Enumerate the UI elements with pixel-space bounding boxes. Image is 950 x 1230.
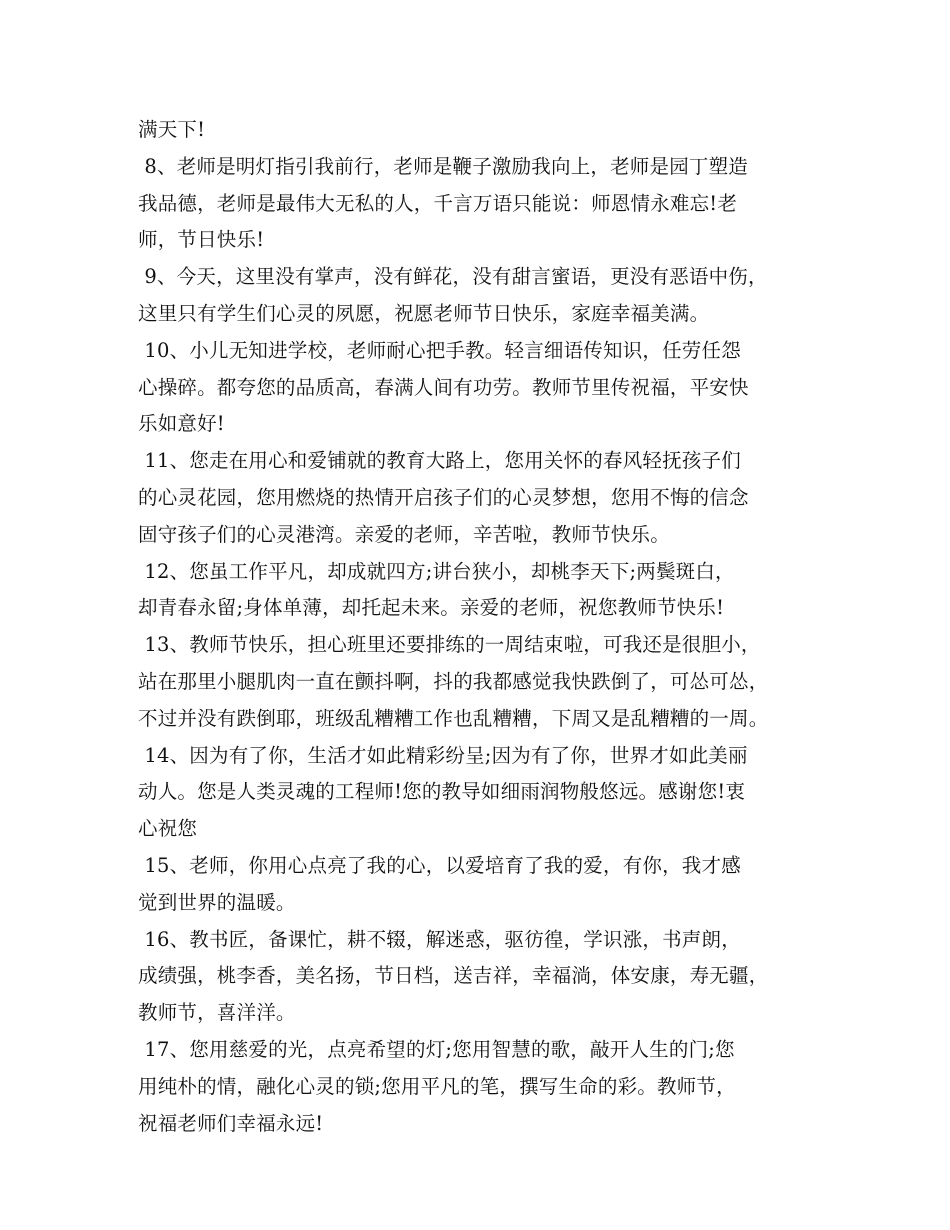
document-body: [138, 112, 838, 1142]
text-line: 9、今天，这里没有掌声，没有鲜花，没有甜言蜜语，更没有恶语中伤，: [138, 265, 768, 289]
text-line: 12、您虽工作平凡，却成就四方;讲台狭小，却桃李天下;两鬓斑白，: [138, 559, 735, 583]
text-line: 觉到世界的温暖。: [138, 890, 296, 914]
text-line: 教师节，喜洋洋。: [138, 1001, 296, 1025]
text-line: 站在那里小腿肌肉一直在颤抖啊，抖的我都感觉我快跌倒了，可怂可怂，: [138, 669, 769, 693]
text-line: 15、老师，你用心点亮了我的心，以爱培育了我的爱，有你，我才感: [138, 853, 741, 877]
text-line: 8、老师是明灯指引我前行，老师是鞭子激励我向上，老师是园丁塑造: [138, 154, 749, 178]
text-line: 11、您走在用心和爱铺就的教育大路上，您用关怀的春风轻抚孩子们: [138, 449, 741, 473]
text-line: 祝福老师们幸福永远!: [138, 1111, 324, 1135]
text-line: 满天下!: [138, 118, 206, 141]
text-line: 师，节日快乐!: [138, 228, 265, 252]
text-line: 乐如意好!: [138, 412, 225, 436]
text-line: 我品德，老师是最伟大无私的人，千言万语只能说：师恩情永难忘!老: [138, 191, 738, 215]
text-line: 的心灵花园，您用燃烧的热情开启孩子们的心灵梦想，您用不悔的信念: [138, 485, 749, 509]
text-line: 13、教师节快乐，担心班里还要排练的一周结束啦，可我还是很胆小，: [138, 633, 761, 657]
text-line: 17、您用慈爱的光，点亮希望的灯;您用智慧的歌，敲开人生的门;您: [138, 1037, 735, 1061]
text-line: 却青春永留;身体单薄，却托起未来。亲爱的老师，祝您教师节快乐!: [138, 596, 725, 620]
text-line: 固守孩子们的心灵港湾。亲爱的老师，辛苦啦，教师节快乐。: [138, 522, 670, 546]
text-line: 成绩强，桃李香，美名扬，节日档，送吉祥，幸福淌，体安康，寿无疆，: [138, 964, 769, 988]
text-line: 心操碎。都夸您的品质高，春满人间有功劳。教师节里传祝福，平安快: [138, 375, 749, 399]
text-line: 动人。您是人类灵魂的工程师!您的教导如细雨润物般悠远。感谢您!衷: [138, 780, 746, 804]
text-line: 心祝您: [138, 817, 198, 841]
text-line: 不过并没有跌倒耶，班级乱糟糟工作也乱糟糟，下周又是乱糟糟的一周。: [138, 706, 769, 730]
text-line: 14、因为有了你，生活才如此精彩纷呈;因为有了你，世界才如此美丽: [138, 743, 748, 767]
text-line: 用纯朴的情，融化心灵的锁;您用平凡的笔，撰写生命的彩。教师节，: [138, 1074, 736, 1098]
text-line: 这里只有学生们心灵的夙愿，祝愿老师节日快乐，家庭幸福美满。: [138, 301, 710, 325]
text-line: 10、小儿无知进学校，老师耐心把手教。轻言细语传知识，任劳任怨: [138, 338, 741, 362]
text-line: 16、教书匠，备课忙，耕不辍，解迷惑，驱彷徨，学识涨，书声朗，: [138, 927, 741, 951]
